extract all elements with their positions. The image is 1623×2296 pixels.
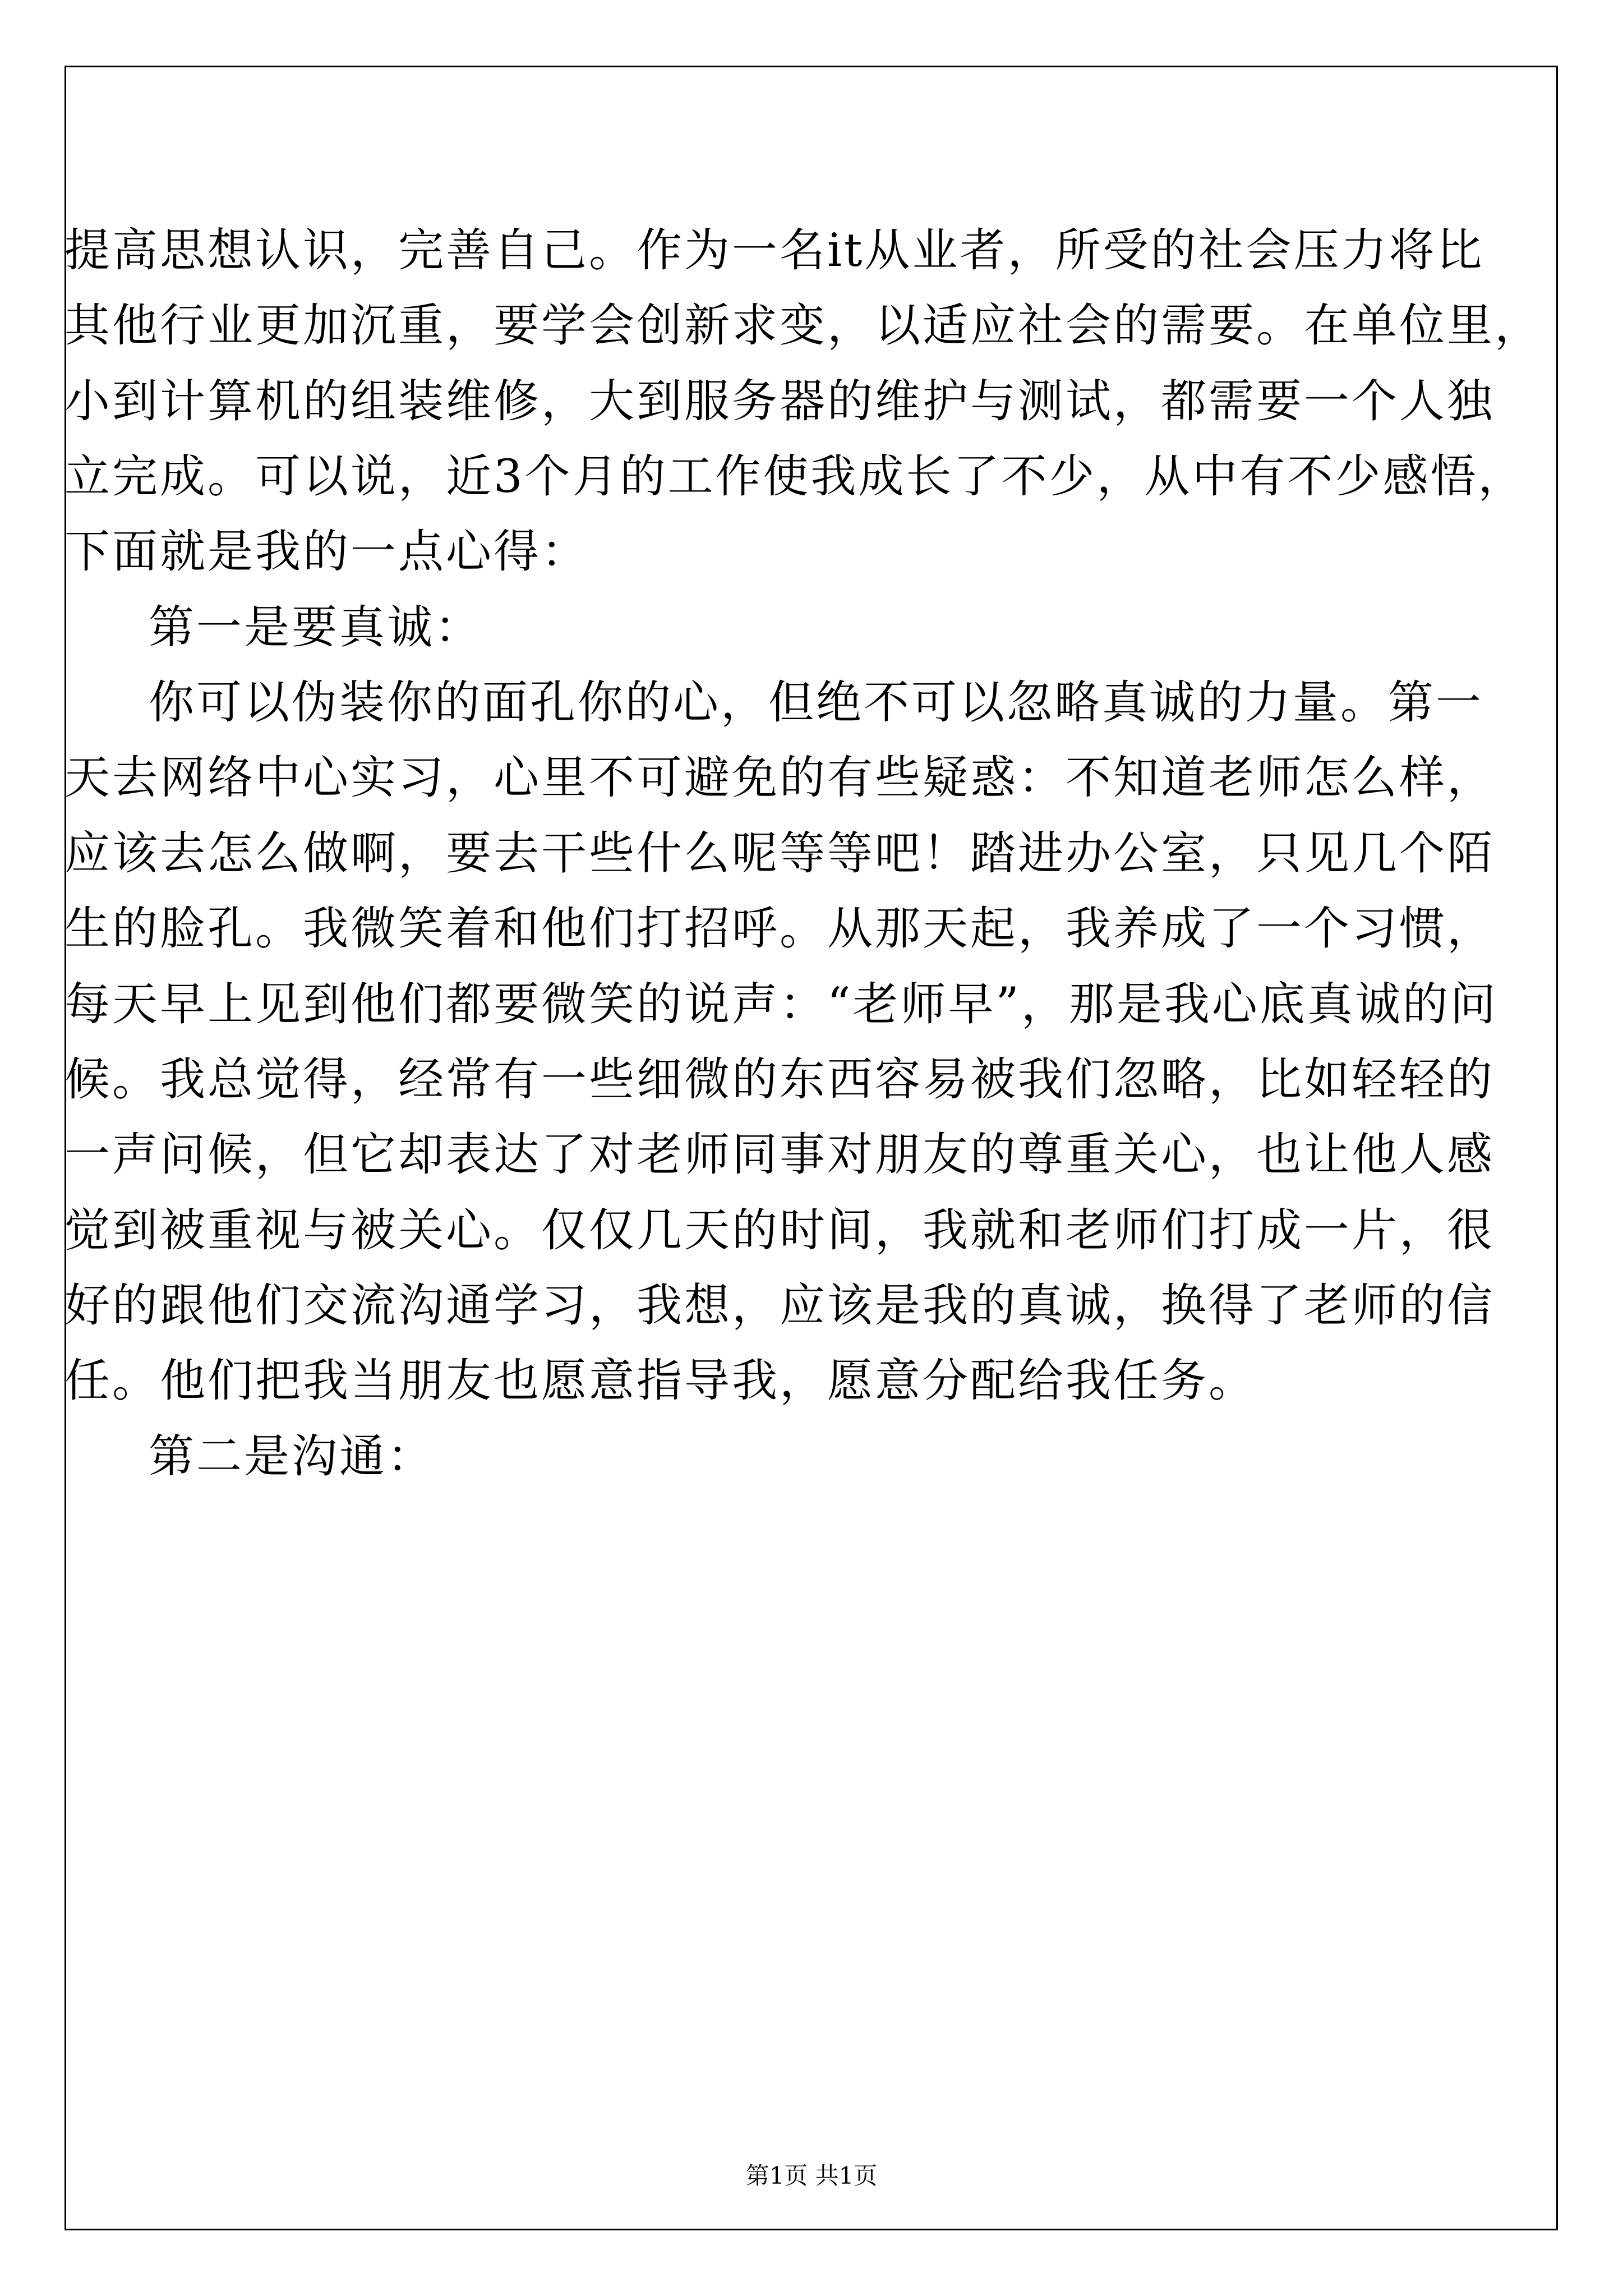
paragraph-2-line-9: 好的跟他们交流沟通学习，我想，应该是我的真诚，换得了老师的信 (64, 1280, 1495, 1332)
paragraph-2-line-3: 应该去怎么做啊，要去干些什么呢等等吧！踏进办公室，只见几个陌 (64, 827, 1495, 880)
paragraph-2-line-6: 候。我总觉得，经常有一些细微的东西容易被我们忽略，比如轻轻的 (64, 1053, 1495, 1106)
section-heading-communication: 第二是沟通： (149, 1430, 435, 1483)
paragraph-2-line-4: 生的脸孔。我微笑着和他们打招呼。从那天起，我养成了一个习惯， (64, 903, 1495, 955)
paragraph-2-line-10: 任。他们把我当朋友也愿意指导我，愿意分配给我任务。 (64, 1355, 1257, 1407)
paragraph-1-line-2: 其他行业更加沉重，要学会创新求变，以适应社会的需要。在单位里， (64, 300, 1543, 352)
paragraph-1-line-3: 小到计算机的组装维修，大到服务器的维护与测试，都需要一个人独 (64, 375, 1495, 428)
paragraph-2-line-1: 你可以伪装你的面孔你的心，但绝不可以忽略真诚的力量。第一 (149, 677, 1484, 729)
page-footer: 第1页 共1页 (745, 2162, 878, 2189)
paragraph-2-line-7: 一声问候，但它却表达了对老师同事对朋友的尊重关心，也让他人感 (64, 1129, 1495, 1181)
paragraph-1-line-1: 提高思想认识，完善自己。作为一名it从业者，所受的社会压力将比 (64, 224, 1484, 277)
paragraph-2-line-2: 天去网络中心实习，心里不可避免的有些疑惑：不知道老师怎么样， (64, 752, 1495, 804)
paragraph-2-line-5: 每天早上见到他们都要微笑的说声：“老师早”，那是我心底真诚的问 (64, 978, 1498, 1031)
paragraph-1-line-4: 立完成。可以说，近3个月的工作使我成长了不少，从中有不少感悟， (64, 450, 1526, 503)
paragraph-1-line-5: 下面就是我的一点心得： (64, 526, 589, 578)
paragraph-2-line-8: 觉到被重视与被关心。仅仅几天的时间，我就和老师们打成一片，很 (64, 1204, 1495, 1257)
section-heading-sincerity: 第一是要真诚： (149, 601, 483, 654)
